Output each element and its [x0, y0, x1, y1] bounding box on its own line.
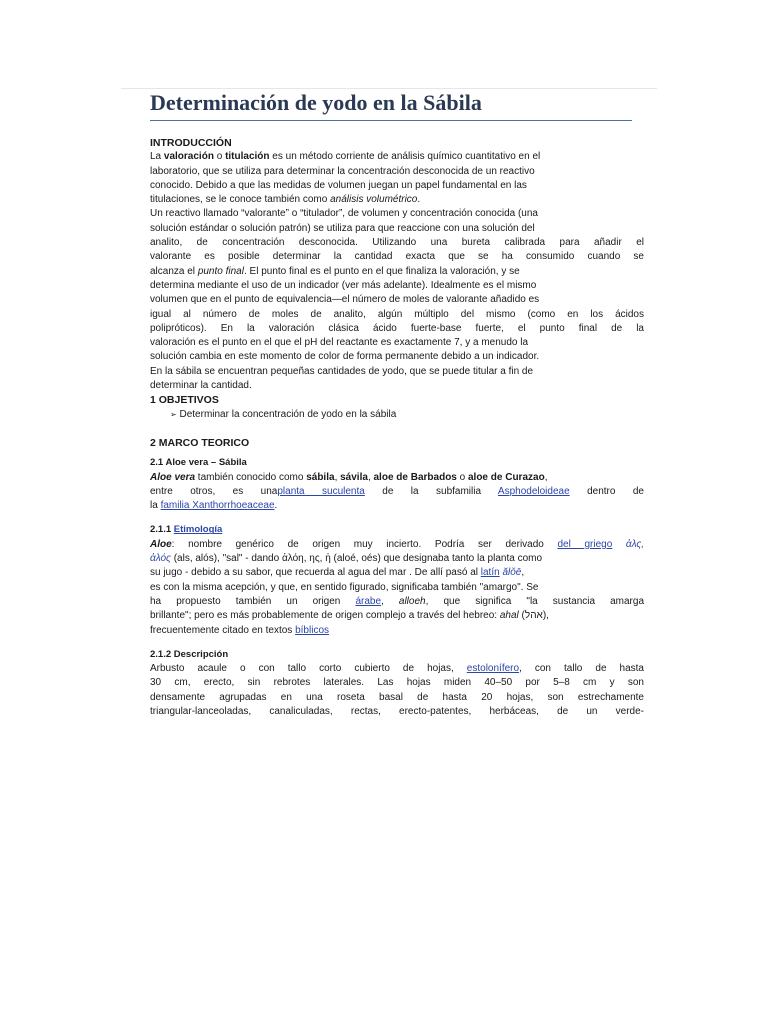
link-planta-suculenta[interactable]: planta suculenta — [277, 485, 365, 497]
link-latin[interactable]: latín — [480, 567, 500, 579]
text: de la subfamilia — [364, 485, 498, 497]
text: Arbusto acaule o con tallo corto cubierto de hojas, — [150, 663, 467, 675]
intro-paragraph-2-line-3: analito, de concentración desconocida. Utilizando una bureta calibrada para añadir el — [150, 237, 644, 249]
term-aloe-de-barbados: aloe de Barbados — [373, 471, 457, 483]
intro-paragraph-2-line-1: Un reactivo llamado “valorante” o “titulador”, de volumen y concentración conocida (una — [150, 208, 538, 220]
section-number: 2.1.1 — [150, 524, 174, 536]
section-2-1-heading: 2.1 Aloe vera – Sábila — [150, 457, 247, 469]
document-title: Determinación de yodo en la Sábila — [150, 90, 482, 115]
section-2-1-line-2 — [150, 485, 644, 499]
section-2-1-1-heading — [150, 523, 644, 537]
intro-paragraph-2-line-8: igual al número de moles de analito, algún múltiplo del mismo (como en los ácidos — [150, 308, 644, 320]
text: o — [213, 151, 226, 163]
greek-als: ἀλς, — [612, 538, 644, 550]
text: frecuentemente citado en textos — [150, 624, 296, 636]
spacer — [150, 638, 644, 648]
section-2-1-1-line-5 — [150, 595, 644, 609]
text: , — [381, 595, 399, 607]
text: también conocido como — [195, 471, 307, 483]
text: o — [456, 471, 468, 483]
text: (als, alós), "sal" - dando ἀλόη, ης, ἡ (aloé, oés) que designaba tanto la planta como — [170, 553, 543, 565]
text: . El punto final es el punto en el que finaliza la valoración, y se — [243, 265, 520, 277]
section-2-1-2-line-3: densamente agrupadas en una roseta basal de hasta 20 hojas, son estrechamente — [150, 691, 644, 703]
spacer — [150, 422, 644, 436]
text: , — [544, 471, 548, 483]
section-2-1-1-line-2 — [150, 552, 644, 566]
page-top-divider — [121, 88, 657, 89]
intro-paragraph-2-line-10: valoración es el punto en el que el pH del reactante es exactamente 7, y a menudo la — [150, 337, 529, 349]
objectives-heading: 1 OBJETIVOS — [150, 394, 219, 407]
text: La — [150, 151, 164, 163]
term-aloe-vera: Aloe vera — [150, 471, 196, 483]
section-2-1-2-line-4: triangular-lanceoladas, canaliculadas, rectas, erecto-patentes, herbáceas, de un verde- — [150, 705, 644, 717]
intro-paragraph-2-line-5 — [150, 265, 644, 279]
term-aloe-de-curazao: aloe de Curazao — [467, 471, 545, 483]
section-2-1-line-3 — [150, 499, 644, 513]
link-arabe[interactable]: árabe — [355, 595, 382, 607]
term-sabila: sábila — [306, 471, 335, 483]
title-underline — [150, 120, 632, 121]
objective-text: Determinar la concentración de yodo en la sábila — [179, 408, 397, 420]
intro-paragraph-1-line-1 — [150, 150, 644, 164]
text: es un método corriente de análisis químico cuantitativo en el — [269, 151, 541, 163]
term-analisis-volumetrico: análisis volumétrico — [330, 194, 418, 206]
text: . — [274, 500, 278, 512]
intro-paragraph-3-line-1: En la sábila se encuentran pequeñas cantidades de yodo, que se puede titular a fin de — [150, 365, 534, 377]
intro-paragraph-1-line-2: laboratorio, que se utiliza para determinar la concentración desconocida de un reactivo — [150, 165, 535, 177]
link-etimologia[interactable]: Etimología — [173, 524, 223, 536]
text: la — [150, 500, 161, 512]
text: dentro de — [569, 485, 644, 497]
text: . — [417, 194, 421, 206]
section-2-1-1-line-3 — [150, 566, 644, 580]
text: brillante"; pero es más probablemente de origen complejo a través del hebreo: — [150, 610, 500, 622]
greek-alos: ἀλός — [150, 553, 171, 565]
intro-paragraph-3-line-2: determinar la cantidad. — [150, 380, 252, 392]
section-2-1-1-line-7 — [150, 624, 644, 638]
text: , que significa "la sustancia amarga — [425, 595, 645, 607]
intro-paragraph-2-line-4: valorante es posible determinar la cantidad exacta que se ha consumido cuando se — [150, 251, 644, 263]
link-familia-xanthorrhoeaceae[interactable]: familia Xanthorrhoeaceae — [160, 500, 275, 512]
section-2-1-2-line-1 — [150, 662, 644, 676]
section-2-1-2-heading: 2.1.2 Descripción — [150, 648, 229, 660]
section-2-1-1-line-1 — [150, 538, 644, 552]
term-valoracion: valoración — [163, 151, 214, 163]
text: alcanza el — [150, 265, 198, 277]
term-savila: sávila — [340, 471, 368, 483]
term-aloe: Aloe — [150, 538, 172, 550]
text: , — [367, 471, 374, 483]
link-estolonifero[interactable]: estolonífero — [466, 663, 520, 675]
link-del-griego[interactable]: del griego — [557, 538, 613, 550]
link-biblicos[interactable]: bíblicos — [295, 624, 329, 636]
intro-paragraph-2-line-2: solución estándar o solución patrón) se utiliza para que reaccione con una solución del — [150, 222, 535, 234]
section-2-1-line-1 — [150, 471, 644, 485]
link-asphodeloideae[interactable]: Asphodeloideae — [497, 485, 570, 497]
term-punto-final: punto final — [197, 265, 244, 277]
section-2-1-2-line-2: 30 cm, erecto, sin rebrotes laterales. Las hojas miden 40–50 por 5–8 cm y son — [150, 677, 644, 689]
term-ahal: ahal — [499, 610, 519, 622]
text: titulaciones, se le conoce también como — [150, 194, 331, 206]
term-alloeh: alloeh — [398, 595, 426, 607]
section-2-1-1-line-6 — [150, 609, 644, 623]
arrow-bullet-icon: ➢ — [170, 409, 177, 419]
text: : nombre genérico de origen muy incierto. Podría ser derivado — [171, 538, 558, 550]
text: (אהל), — [518, 610, 549, 622]
theory-heading: 2 MARCO TEORICO — [150, 436, 250, 449]
intro-paragraph-2-line-7: volumen que en el punto de equivalencia—el número de moles de valorante añadido es — [150, 294, 540, 306]
text: entre otros, es una — [150, 485, 278, 497]
intro-paragraph-1-line-4 — [150, 193, 644, 207]
intro-paragraph-2-line-9: polipróticos). En la valoración clásica ácido fuerte-base fuerte, el punto final de la — [150, 322, 644, 334]
intro-heading: INTRODUCCIÓN — [150, 137, 232, 149]
intro-paragraph-1-line-3: conocido. Debido a que las medidas de volumen juegan un papel fundamental en las — [150, 179, 527, 191]
intro-paragraph-2-line-6: determina mediante el uso de un indicador (ver más adelante). Idealmente es el mismo — [150, 279, 537, 291]
text: , con tallo de hasta — [519, 663, 644, 675]
text: , — [334, 471, 341, 483]
section-2-1-1-line-4: es con la misma acepción, y que, en sentido figurado, significaba también "amargo". Se — [150, 581, 539, 593]
latin-aloe: ălŏē — [499, 567, 522, 579]
document-body — [150, 136, 644, 719]
objective-item — [150, 408, 644, 422]
spacer — [150, 513, 644, 523]
term-titulacion: titulación — [225, 151, 270, 163]
text: ha propuesto también un origen — [150, 595, 356, 607]
text: su jugo - debido a su sabor, que recuerda al agua del mar . De allí pasó al — [150, 567, 481, 579]
text: , — [521, 567, 525, 579]
intro-paragraph-2-line-11: solución cambia en este momento de color de forma permanente debido a un indicador. — [150, 351, 540, 363]
